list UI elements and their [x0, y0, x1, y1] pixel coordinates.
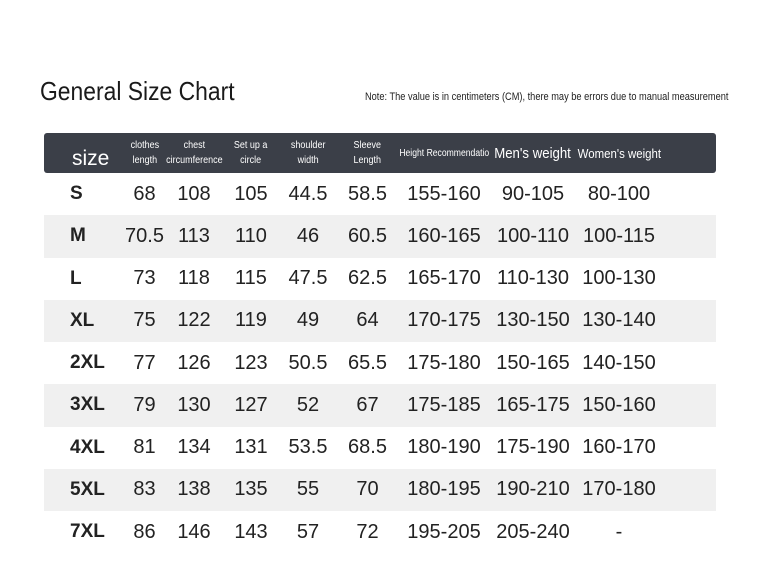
cell-chest: 130 [177, 393, 211, 416]
cell-sleeve: 70 [356, 478, 379, 501]
cell-chest: 122 [177, 309, 211, 332]
cell-sleeve: 67 [356, 393, 379, 416]
cell-shoulder: 55 [296, 478, 320, 501]
cell-womens-weight: 130-140 [582, 309, 656, 332]
cell-circle: 123 [234, 351, 268, 374]
header-height-recommendation: Height Recommendatio [399, 147, 489, 159]
cell-womens-weight: 80-100 [587, 182, 651, 205]
cell-height: 160-165 [407, 224, 481, 247]
size-table [44, 133, 716, 553]
table-row [44, 384, 716, 426]
cell-size: 3XL [70, 394, 105, 416]
cell-clothes-length: 70.5 [125, 224, 164, 247]
cell-height: 180-195 [407, 478, 481, 501]
cell-sleeve: 65.5 [348, 351, 387, 374]
cell-womens-weight: 170-180 [582, 478, 656, 501]
cell-chest: 138 [177, 478, 211, 501]
cell-circle: 135 [234, 478, 268, 501]
cell-womens-weight: 150-160 [582, 393, 656, 416]
header-mens-weight: Men's weight [494, 144, 572, 162]
cell-shoulder: 52 [296, 393, 320, 416]
cell-mens-weight: 100-110 [497, 224, 569, 247]
header-sleeve-length: Sleeve Length [353, 140, 382, 166]
header-shoulder-width: shoulder width [290, 140, 326, 166]
cell-mens-weight: 205-240 [496, 520, 570, 543]
cell-sleeve: 72 [356, 520, 379, 543]
cell-womens-weight: - [615, 520, 623, 543]
header-chest-circumference: chest circumference [165, 140, 223, 166]
cell-clothes-length: 79 [133, 393, 156, 416]
cell-chest: 126 [177, 351, 211, 374]
cell-chest: 146 [177, 520, 211, 543]
cell-shoulder: 53.5 [288, 436, 328, 459]
cell-circle: 127 [234, 393, 268, 416]
table-row [44, 511, 716, 553]
cell-chest: 134 [177, 436, 211, 459]
cell-circle: 105 [234, 182, 268, 205]
cell-circle: 131 [234, 436, 268, 459]
cell-size: 5XL [70, 478, 105, 500]
cell-mens-weight: 130-150 [496, 309, 570, 332]
cell-womens-weight: 140-150 [582, 351, 656, 374]
cell-sleeve: 68.5 [348, 436, 387, 459]
cell-womens-weight: 160-170 [582, 436, 656, 459]
cell-shoulder: 47.5 [288, 267, 328, 290]
table-row [44, 469, 716, 511]
cell-size: S [70, 183, 83, 205]
table-row [44, 215, 716, 257]
table-row [44, 300, 716, 342]
cell-sleeve: 64 [356, 309, 379, 332]
page-title: General Size Chart [40, 76, 235, 106]
cell-size: 7XL [70, 521, 105, 543]
cell-shoulder: 44.5 [288, 182, 328, 205]
cell-size: 4XL [70, 436, 105, 458]
cell-clothes-length: 73 [133, 267, 156, 290]
cell-height: 155-160 [407, 182, 481, 205]
cell-clothes-length: 77 [133, 351, 156, 374]
cell-mens-weight: 175-190 [496, 436, 570, 459]
header-clothes-length: clothes length [130, 140, 159, 166]
cell-circle: 119 [235, 309, 267, 332]
table-body [44, 173, 716, 553]
cell-size: M [70, 225, 86, 247]
header-womens-weight: Women's weight [577, 145, 661, 161]
cell-height: 165-170 [407, 267, 481, 290]
cell-chest: 113 [178, 224, 210, 247]
cell-clothes-length: 75 [133, 309, 156, 332]
cell-height: 175-180 [407, 351, 481, 374]
cell-size: XL [70, 309, 95, 331]
cell-clothes-length: 81 [133, 436, 156, 459]
cell-shoulder: 46 [296, 224, 320, 247]
cell-size: L [70, 267, 82, 289]
header-set-up-circle: Set up a circle [234, 140, 268, 166]
cell-sleeve: 58.5 [348, 182, 387, 205]
table-row [44, 427, 716, 469]
cell-mens-weight: 165-175 [496, 393, 570, 416]
cell-circle: 115 [235, 267, 267, 290]
cell-circle: 110 [235, 224, 267, 247]
cell-sleeve: 60.5 [348, 224, 387, 247]
cell-height: 180-190 [407, 436, 481, 459]
table-header [44, 133, 716, 173]
table-row [44, 342, 716, 384]
cell-circle: 143 [234, 520, 268, 543]
table-row [44, 258, 716, 300]
cell-clothes-length: 83 [133, 478, 156, 501]
cell-height: 195-205 [407, 520, 481, 543]
cell-height: 170-175 [407, 309, 481, 332]
cell-chest: 108 [177, 182, 211, 205]
cell-clothes-length: 86 [133, 520, 156, 543]
cell-shoulder: 50.5 [288, 351, 328, 374]
cell-height: 175-185 [407, 393, 481, 416]
cell-mens-weight: 110-130 [497, 267, 569, 290]
cell-womens-weight: 100-115 [583, 224, 655, 247]
cell-shoulder: 49 [296, 309, 320, 332]
cell-sleeve: 62.5 [348, 267, 387, 290]
measurement-note: Note: The value is in centimeters (CM), there may be errors due to manual measurement [365, 91, 729, 103]
cell-womens-weight: 100-130 [582, 267, 656, 290]
cell-shoulder: 57 [296, 520, 320, 543]
cell-size: 2XL [70, 352, 105, 374]
cell-mens-weight: 150-165 [496, 351, 570, 374]
table-row [44, 173, 716, 215]
cell-clothes-length: 68 [133, 182, 156, 205]
cell-mens-weight: 190-210 [496, 478, 570, 501]
cell-chest: 118 [178, 267, 210, 290]
cell-mens-weight: 90-105 [501, 182, 565, 205]
header-size: size [72, 146, 110, 170]
